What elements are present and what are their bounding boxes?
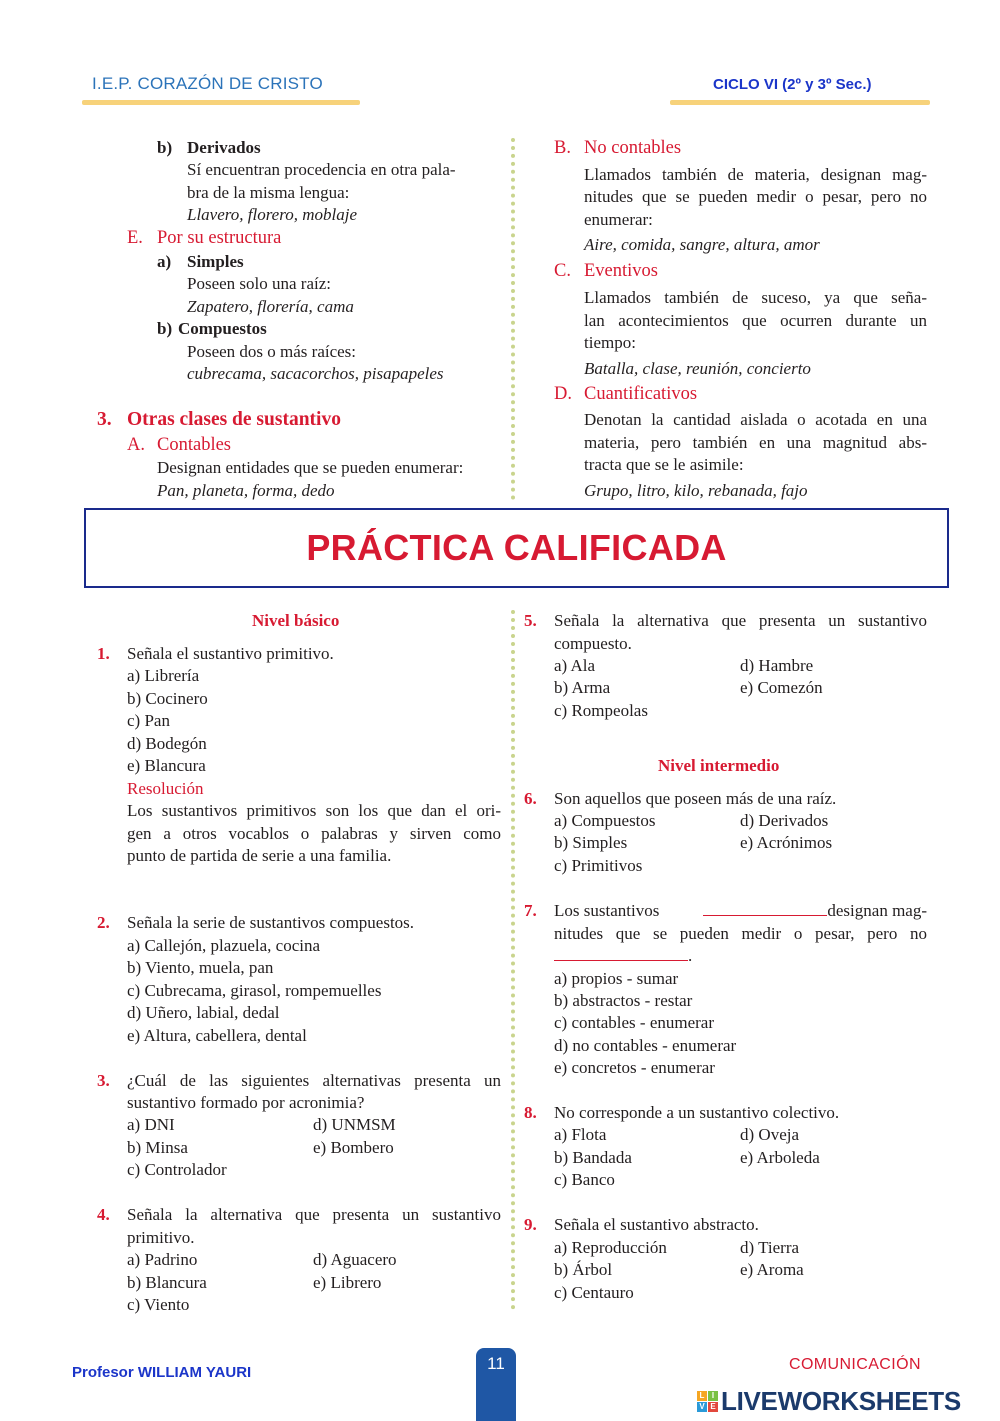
footer-subject: COMUNICACIÓN (789, 1356, 921, 1373)
answer-option[interactable]: c) Rompeolas (554, 701, 648, 720)
answer-option[interactable]: a) DNI (127, 1115, 175, 1134)
contables-examples: Pan, planeta, forma, dedo (157, 481, 335, 500)
blank-line (703, 900, 827, 916)
question-number: 1. (97, 644, 110, 663)
header-rule-left (82, 100, 360, 105)
cuantificativos-examples: Grupo, litro, kilo, rebanada, fajo (584, 481, 808, 500)
answer-option[interactable]: e) Comezón (740, 678, 823, 697)
answer-option[interactable]: b) Simples (554, 833, 628, 852)
question-number: 6. (524, 789, 537, 808)
question-text: No corresponde a un sustantivo colectivo. (554, 1103, 840, 1122)
liveworksheets-icon (697, 1391, 718, 1412)
compuestos-desc: Poseen dos o más raíces: (187, 342, 357, 361)
estructura-title: Por su estructura (157, 228, 282, 248)
question-number: 4. (97, 1205, 110, 1224)
resolution-line: punto de partida de serie a una familia. (127, 846, 392, 865)
answer-option[interactable]: c) Primitivos (554, 856, 643, 875)
answer-option[interactable]: a) propios - sumar (554, 969, 679, 988)
question-text: Señala el sustantivo primitivo. (127, 644, 334, 663)
resolution-line: gen a otros vocablos o palabras y sirven como (127, 824, 501, 843)
column-divider-bottom (511, 610, 515, 1310)
cuantificativos-marker: D. (554, 384, 572, 404)
no-contables-desc-line: Llamados también de materia, designan mag- (584, 165, 927, 184)
otras-title: Otras clases de sustantivo (127, 409, 341, 430)
question-text: Señala la alternativa que presenta un sustantivo (554, 611, 927, 630)
answer-option[interactable]: a) Compuestos (554, 811, 656, 830)
contables-marker: A. (127, 435, 145, 455)
answer-option[interactable]: a) Ala (554, 656, 596, 675)
question-text-part: . (688, 946, 693, 965)
question-text: primitivo. (127, 1228, 195, 1247)
answer-option[interactable]: e) Blancura (127, 756, 206, 775)
answer-option[interactable]: b) Bandada (554, 1148, 632, 1167)
answer-option[interactable]: d) Derivados (740, 811, 829, 830)
header-rule-right (670, 100, 930, 105)
fill-blank-1[interactable] (703, 900, 927, 923)
logo-tile-l: L (697, 1391, 707, 1401)
blank-line (554, 945, 688, 961)
answer-option[interactable]: c) Cubrecama, girasol, rompemuelles (127, 981, 382, 1000)
question-text: compuesto. (554, 634, 632, 653)
question-text-part: Los sustantivos (554, 901, 660, 920)
practice-title: PRÁCTICA CALIFICADA (306, 527, 727, 568)
answer-option[interactable]: b) Arma (554, 678, 611, 697)
no-contables-desc-line: enumerar: (584, 210, 653, 229)
answer-option[interactable]: d) Uñero, labial, dedal (127, 1003, 280, 1022)
derivados-examples: Llavero, florero, moblaje (187, 205, 357, 224)
eventivos-desc-line: lan acontecimientos que ocurren durante un (584, 311, 927, 330)
answer-option[interactable]: d) UNMSM (313, 1115, 396, 1134)
estructura-marker: E. (127, 228, 143, 248)
derivados-marker: b) (157, 138, 173, 157)
eventivos-title: Eventivos (584, 261, 658, 281)
eventivos-desc-line: tiempo: (584, 333, 636, 352)
answer-option[interactable]: e) Librero (313, 1273, 382, 1292)
no-contables-examples: Aire, comida, sangre, altura, amor (584, 235, 820, 254)
question-number: 8. (524, 1103, 537, 1122)
question-text: Señala el sustantivo abstracto. (554, 1215, 759, 1234)
simples-title: Simples (187, 252, 244, 271)
liveworksheets-wordmark: LIVEWORKSHEETS (721, 1386, 961, 1416)
compuestos-examples: cubrecama, sacacorchos, pisapapeles (187, 364, 444, 383)
answer-option[interactable]: e) Acrónimos (740, 833, 833, 852)
eventivos-marker: C. (554, 261, 571, 281)
answer-option[interactable]: e) Aroma (740, 1260, 804, 1279)
question-text: Son aquellos que poseen más de una raíz. (554, 789, 837, 808)
liveworksheets-logo[interactable] (697, 1386, 961, 1416)
resolution-label: Resolución (127, 779, 204, 798)
answer-option[interactable]: b) Árbol (554, 1260, 613, 1279)
no-contables-title: No contables (584, 138, 682, 158)
practice-title-box (84, 508, 949, 588)
answer-option[interactable]: d) Hambre (740, 656, 814, 675)
logo-tile-e: E (708, 1402, 718, 1412)
header-cycle: CICLO VI (2º y 3º Sec.) (713, 76, 872, 93)
question-text: Señala la alternativa que presenta un sustantivo (127, 1205, 501, 1224)
question-number: 7. (524, 901, 537, 920)
answer-option[interactable]: a) Librería (127, 666, 200, 685)
simples-examples: Zapatero, florería, cama (187, 297, 354, 316)
question-number: 5. (524, 611, 537, 630)
header-school: I.E.P. CORAZÓN DE CRISTO (92, 74, 323, 93)
question-text: nitudes que se pueden medir o pesar, pero no (554, 924, 927, 943)
answer-option[interactable]: d) Aguacero (313, 1250, 397, 1269)
answer-option[interactable]: a) Padrino (127, 1250, 198, 1269)
answer-option[interactable]: c) Viento (127, 1295, 190, 1314)
answer-option[interactable]: c) Controlador (127, 1160, 227, 1179)
answer-option[interactable]: b) Blancura (127, 1273, 207, 1292)
compuestos-title: Compuestos (178, 319, 267, 338)
answer-option[interactable]: e) concretos - enumerar (554, 1058, 715, 1077)
answer-option[interactable]: b) abstractos - restar (554, 991, 693, 1010)
contables-title: Contables (157, 435, 231, 455)
question-text-part: designan mag- (827, 901, 927, 920)
page-number-tab (476, 1348, 516, 1421)
eventivos-desc-line: Llamados también de suceso, ya que seña- (584, 288, 927, 307)
footer-teacher-prefix: Profesor (72, 1364, 134, 1381)
cuantificativos-desc-line: materia, pero también en una magnitud abs- (584, 433, 927, 452)
question-text (554, 900, 927, 923)
contables-desc: Designan entidades que se pueden enumerar: (157, 458, 464, 477)
question-number: 3. (97, 1071, 110, 1090)
question-number: 9. (524, 1215, 537, 1234)
answer-option[interactable]: d) no contables - enumerar (554, 1036, 737, 1055)
simples-desc: Poseen solo una raíz: (187, 274, 331, 293)
no-contables-marker: B. (554, 138, 571, 158)
answer-option[interactable]: b) Viento, muela, pan (127, 958, 274, 977)
derivados-desc-line: Sí encuentran procedencia en otra pala- (187, 160, 456, 179)
cuantificativos-desc-line: tracta que se le asimile: (584, 455, 744, 474)
answer-option[interactable]: c) contables - enumerar (554, 1013, 714, 1032)
answer-option[interactable]: d) Bodegón (127, 734, 207, 753)
answer-option[interactable]: e) Arboleda (740, 1148, 820, 1167)
no-contables-desc-line: nitudes que se pueden medir o pesar, pero no (584, 187, 927, 206)
answer-option[interactable]: d) Oveja (740, 1125, 800, 1144)
answer-option[interactable]: e) Bombero (313, 1138, 394, 1157)
logo-tile-v: V (697, 1402, 707, 1412)
answer-option[interactable]: b) Cocinero (127, 689, 208, 708)
resolution-line: Los sustantivos primitivos son los que dan el ori- (127, 801, 501, 820)
eventivos-examples: Batalla, clase, reunión, concierto (584, 359, 811, 378)
cuantificativos-desc-line: Denotan la cantidad aislada o acotada en una (584, 410, 927, 429)
answer-option[interactable]: a) Reproducción (554, 1238, 667, 1257)
question-text: ¿Cuál de las siguientes alternativas presenta un (127, 1071, 501, 1090)
page-number: 11 (487, 1354, 505, 1373)
simples-marker: a) (157, 252, 172, 271)
question-text: Señala la serie de sustantivos compuestos. (127, 913, 415, 932)
question-number: 2. (97, 913, 110, 932)
compuestos-marker: b) (157, 319, 173, 338)
fill-blank-2[interactable] (554, 945, 692, 968)
column-divider-top (511, 138, 515, 500)
derivados-title: Derivados (187, 138, 261, 157)
answer-option[interactable]: c) Banco (554, 1170, 615, 1189)
level-intermediate-heading: Nivel intermedio (658, 756, 780, 775)
answer-option[interactable]: a) Flota (554, 1125, 607, 1144)
footer-teacher (72, 1364, 251, 1381)
level-basic-heading: Nivel básico (252, 611, 340, 630)
logo-tile-i: I (708, 1391, 718, 1401)
answer-option[interactable]: c) Pan (127, 711, 170, 730)
answer-option[interactable]: e) Altura, cabellera, dental (127, 1026, 307, 1045)
answer-option[interactable]: b) Minsa (127, 1138, 188, 1157)
answer-option[interactable]: c) Centauro (554, 1283, 634, 1302)
answer-option[interactable]: d) Tierra (740, 1238, 800, 1257)
derivados-desc-line: bra de la misma lengua: (187, 183, 350, 202)
otras-number: 3. (97, 409, 112, 430)
question-text: sustantivo formado por acronimia? (127, 1093, 365, 1112)
footer-teacher-name: WILLIAM YAURI (137, 1364, 252, 1381)
answer-option[interactable]: a) Callejón, plazuela, cocina (127, 936, 321, 955)
cuantificativos-title: Cuantificativos (584, 384, 698, 404)
